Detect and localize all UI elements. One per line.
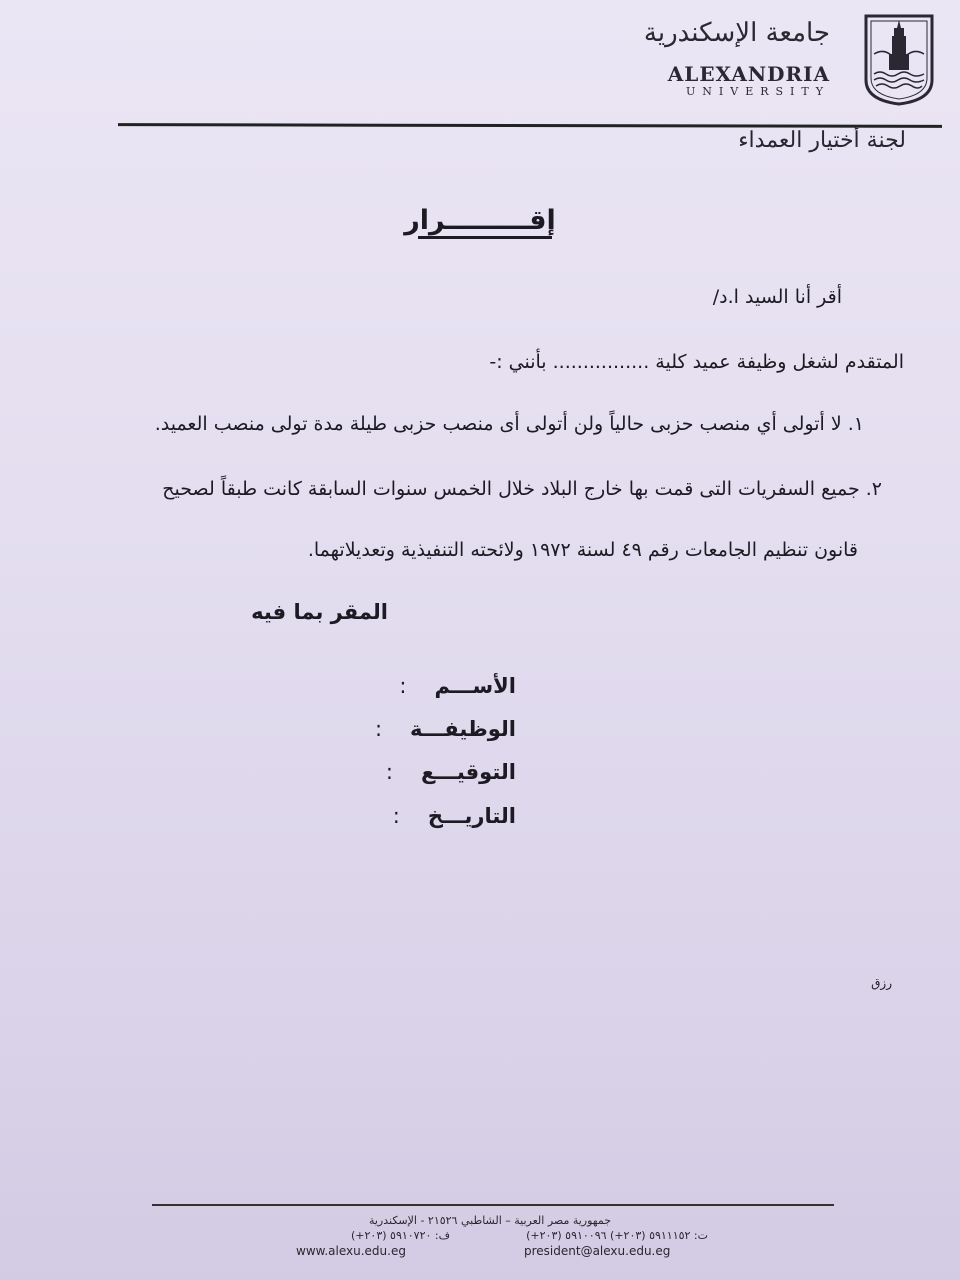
footer-divider	[152, 1204, 834, 1206]
field-name	[399, 674, 516, 698]
declaration-item-1: ١. لا أتولى أي منصب حزبى حالياً ولن أتولى أى منصب حزبى طيلة مدة تولى منصب العميد.	[154, 413, 864, 435]
declaration-item-2-continued: قانون تنظيم الجامعات رقم ٤٩ لسنة ١٩٧٢ ولائحته التنفيذية وتعديلاتهما.	[307, 539, 858, 561]
university-letterhead	[643, 14, 936, 110]
lighthouse-seal-icon	[862, 14, 936, 106]
footer-website-link[interactable]: www.alexu.edu.eg	[296, 1244, 406, 1258]
logo-university-word: UNIVERSITY	[686, 85, 830, 98]
field-name-colon: :	[399, 674, 407, 698]
field-position-colon: :	[374, 717, 383, 741]
field-position	[375, 717, 516, 741]
field-date-colon: :	[392, 804, 400, 828]
field-signature-label: التوقيـــع	[420, 760, 516, 784]
footer-fax: ف: ٥٩١٠٧٢٠ (٢٠٣+)	[350, 1229, 450, 1242]
logo-english-name: ALEXANDRIA	[667, 62, 830, 86]
field-name-label: الأســـم	[434, 674, 516, 698]
declaration-line: أقر أنا السيد ا.د/	[712, 286, 842, 308]
footer-address: جمهورية مصر العربية – الشاطبي ٢١٥٢٦ - الإسكندرية	[368, 1214, 612, 1227]
footer-email-link[interactable]: president@alexu.edu.eg	[524, 1244, 671, 1258]
field-date	[393, 804, 516, 828]
field-date-label: التاريـــخ	[427, 804, 516, 828]
footer-phone: ت: ٥٩١١١٥٢ (٢٠٣+) ٥٩١٠٠٩٦ (٢٠٣+)	[526, 1229, 708, 1242]
declaration-item-2: ٢. جميع السفريات التى قمت بها خارج البلاد خلال الخمس سنوات السابقة كانت طبقاً لصحيح	[162, 478, 882, 500]
field-signature	[386, 760, 516, 784]
applicant-line: المتقدم لشغل وظيفة عميد كلية ................ بأنني :-	[489, 351, 904, 373]
signature-heading: المقر بما فيه	[251, 600, 388, 624]
field-signature-colon: :	[385, 760, 393, 784]
committee-handwritten-label: لجنة أختيار العمداء	[738, 128, 906, 153]
reference-initials: رزق	[871, 976, 892, 990]
document-title: إقـــــــــرار	[404, 205, 556, 236]
logo-arabic-name: جامعة الإسكندرية	[643, 18, 830, 48]
title-underline	[418, 236, 552, 239]
field-position-label: الوظيفـــة	[410, 717, 516, 741]
